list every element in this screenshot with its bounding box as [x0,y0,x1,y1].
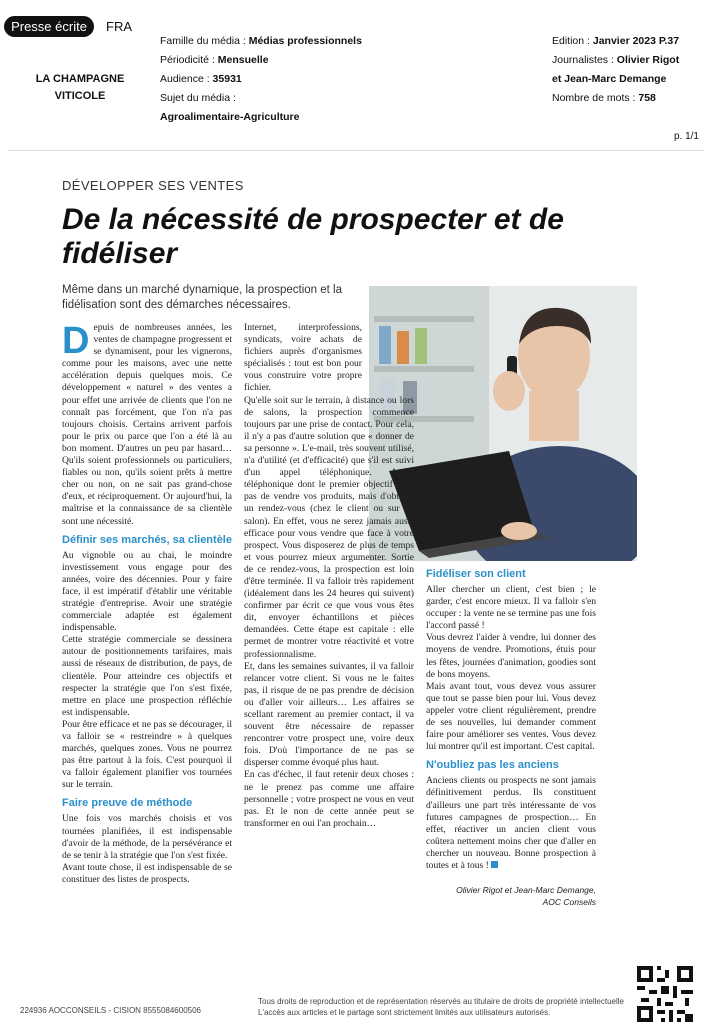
mots-value: 758 [638,92,656,104]
article-kicker: DÉVELOPPER SES VENTES [62,178,244,193]
heading-marches: Définir ses marchés, sa clientèle [62,533,232,546]
intro-text: epuis de nombreuses années, les ventes de champagne progressent et se dynamisent, pour les vignerons, comme pour les maisons, avec une nette accélération depuis quelques mois. Ce développement « naturel » des ventes a pour effet une arrivée de clients que l'on ne connaît pas forcément, que l'on n'a pas toujours choisis. Certains arrivent parfois pour le prix ou parce que l'on a été là au bon moment. D'autres un peu par hasard… Qu'ils soient professionnels ou particuliers, fiables ou non, qu'ils soient prêts à mettre cher ou non, on ne sait pas grand-chose d'eux, et réciproquement. Or aujourd'hui, la maîtrise et la connaissance de sa clientèle sont une nécessité. [62,322,232,527]
edition-value: Janvier 2023 P.37 [592,35,680,47]
famille-value: Médias professionnels [248,35,362,47]
header-divider [8,150,704,151]
footer-copyright [258,996,638,1018]
paragraph: Qu'elle soit sur le terrain, à distance ou lors de salons, la prospection commence toujours par une prise de contact. Pour cela, il n'y a pas d'autre solution que « donner de sa personne ». L'e-mail, très souvent utilisé, n'a d'utilité (et d'efficacité) que s'il est suivi d'un appel téléphonique. Appel téléphonique dont le premier objectif n'est pas de vendre vos produits, mais d'obtenir un rendez-vous (chez le client ou sur un salon). En effet, vous ne serez jamais aussi efficace pour vous vendre que face à votre prospect. Vous disposerez de plus de temps et vous pourrez mieux argumenter. Sortie de ce rendez-vous, la prospection est loin d'être terminée. Il va falloir très rapidement (idéalement dans les 24 heures qui suivent) confirmer par écrit ce que vous vous êtes dit, envoyer échantillons et pièces demandées. Cette étape est capitale : elle permet de montrer votre réactivité et votre professionnalisme. [244,394,414,660]
paragraph: En cas d'échec, il faut retenir deux choses : ne le prenez pas comme une affaire personnelle ; votre prospect ne vous en veut pas. Et le non de cette année peut se transformer en oui l'an prochain… [244,769,414,829]
media-type-badge: Presse écrite [4,16,94,37]
media-meta-left [160,32,362,127]
heading-anciens: N'oubliez pas les anciens [426,759,559,772]
paragraph: Mais avant tout, vous devez vous assurer que tout se passe bien pour lui. Vous devez appeler votre client régulièrement, prendre de ses nouvelles, lui demander comment faire pour améliorer ses ventes. Vous devez lui montrer qu'il est important. C'est capital. [426,680,596,753]
periodicite-label: Périodicité : [160,54,215,66]
mots-label: Nombre de mots : [552,92,636,104]
footer-copyright-line1: Tous droits de reproduction et de représentation réservés au titulaire de droits de propriété intellectuelle [258,997,624,1006]
intro-paragraph [62,322,232,528]
heading-methode: Faire preuve de méthode [62,797,193,810]
audience-value: 35931 [212,73,242,85]
paragraph [426,775,596,872]
article-column-1 [62,322,232,886]
periodicite-value: Mensuelle [217,54,269,66]
mots-row [552,89,679,108]
signature-company: AOC Conseils [542,897,596,908]
article-column-3 [426,568,596,908]
language-label: FRA [106,19,132,34]
page-number: p. 1/1 [673,131,699,142]
audience-row [160,70,362,89]
article-signature [426,884,596,908]
sujet-label: Sujet du média : [160,92,236,104]
paragraph: Et, dans les semaines suivantes, il va falloir relancer votre client. Si vous ne le faites pas, il risque de ne pas prendre de décision ou d'aller voir ailleurs… Les affaires se scellant rarement au premier contact, il va souvent être nécessaire de repasser rencontrer votre prospect une, voire deux fois. D'où l'importance de ne pas se disperser comme évoqué plus haut. [244,660,414,769]
paragraph: Avant toute chose, il est indispensable de se constituer des listes de prospects. [62,861,232,885]
article-column-2 [244,322,414,830]
qr-code-icon[interactable] [637,966,693,1022]
signature-authors: Olivier Rigot et Jean-Marc Demange, [456,885,596,896]
journalistes-label: Journalistes : [552,54,614,66]
famille-row [160,32,362,51]
journalistes-row [552,51,679,70]
end-square-icon [491,861,498,868]
sujet-value-row [160,108,362,127]
paragraph: Pour être efficace et ne pas se décourager, il va falloir se « restreindre » à quelques marchés, quelques zones. Vous ne pourrez pas être partout à la fois. C'est pourquoi il va falloir également planifier vos tournées sur le terrain. [62,718,232,791]
paragraph: Internet, interprofessions, syndicats, voire achats de fichiers auprès d'organismes spécialisés : tout est bon pour vous construire votre propre fichier. [244,322,362,394]
publication-name [20,71,140,105]
paragraph: Aller chercher un client, c'est bien ; le garder, c'est encore mieux. Il va falloir s'en occuper : la vente ne se termine pas une fois l'accord passé ! [426,584,596,632]
qr-code-graphic [637,966,693,1022]
closing-text: Anciens clients ou prospects ne sont jamais définitivement perdus. Ils constituent d'ailleurs une part très intéressante de vos futures campagnes de prospection… En effet, réactiver un ancien client vous coûtera nettement moins cher que d'aller en chercher un nouveau. Bonne prospection à toutes et à tous ! [426,775,596,871]
publication-name-line1: LA CHAMPAGNE [35,73,125,85]
paragraph: Cette stratégie commerciale se dessinera autour de positionnements tarifaires, mais aussi de réseaux de distribution, de pays, de clientèle. Pour atteindre ces objectifs et respecter la stratégie que l'on s'est fixée, mettre en place une prospection réfléchie est indispensable. [62,634,232,718]
journalistes-row-2 [552,70,679,89]
footer-reference: 224936 AOCCONSEILS - CISION 8555084600506 [20,1006,201,1015]
paragraph: Vous devrez l'aider à vendre, lui donner des moyens de vendre. Promotions, étuis pour les fêtes, journées d'animation, goodies sont de bons moyens. [426,632,596,680]
periodicite-row [160,51,362,70]
article-title: De la nécessité de prospecter et de fidéliser [62,203,564,270]
heading-fideliser: Fidéliser son client [426,568,526,580]
audience-label: Audience : [160,73,210,85]
famille-label: Famille du média : [160,35,246,47]
sujet-row [160,89,362,108]
edition-row [552,32,679,51]
journalistes-value: Olivier Rigot [616,54,680,66]
paragraph: Au vignoble ou au chai, le moindre investissement vous engage pour des années, voire des décennies. Pour y faire face, il est impératif d'établir une véritable stratégie d'entreprise. Avoir une stratégie commerciale adaptée est également indispensable. [62,549,232,634]
publication-name-line2: VITICOLE [54,90,106,102]
footer-copyright-line2: L'accès aux articles et le partage sont strictement limités aux utilisateurs autorisés. [258,1008,551,1017]
paragraph: Une fois vos marchés choisis et vos tournées planifiées, il est indispensable d'avoir de la méthode, de la persévérance et de se tenir à la stratégie que l'on s'est fixée. [62,813,232,861]
edition-label: Edition : [552,35,590,47]
sujet-value: Agroalimentaire-Agriculture [160,111,300,123]
article-lead: Même dans un marché dynamique, la prospection et la fidélisation sont des démarches nécessaires. [62,284,342,311]
media-meta-right [552,32,679,108]
dropcap: D [62,320,90,362]
journalistes-value-2: et Jean-Marc Demange [552,73,667,85]
